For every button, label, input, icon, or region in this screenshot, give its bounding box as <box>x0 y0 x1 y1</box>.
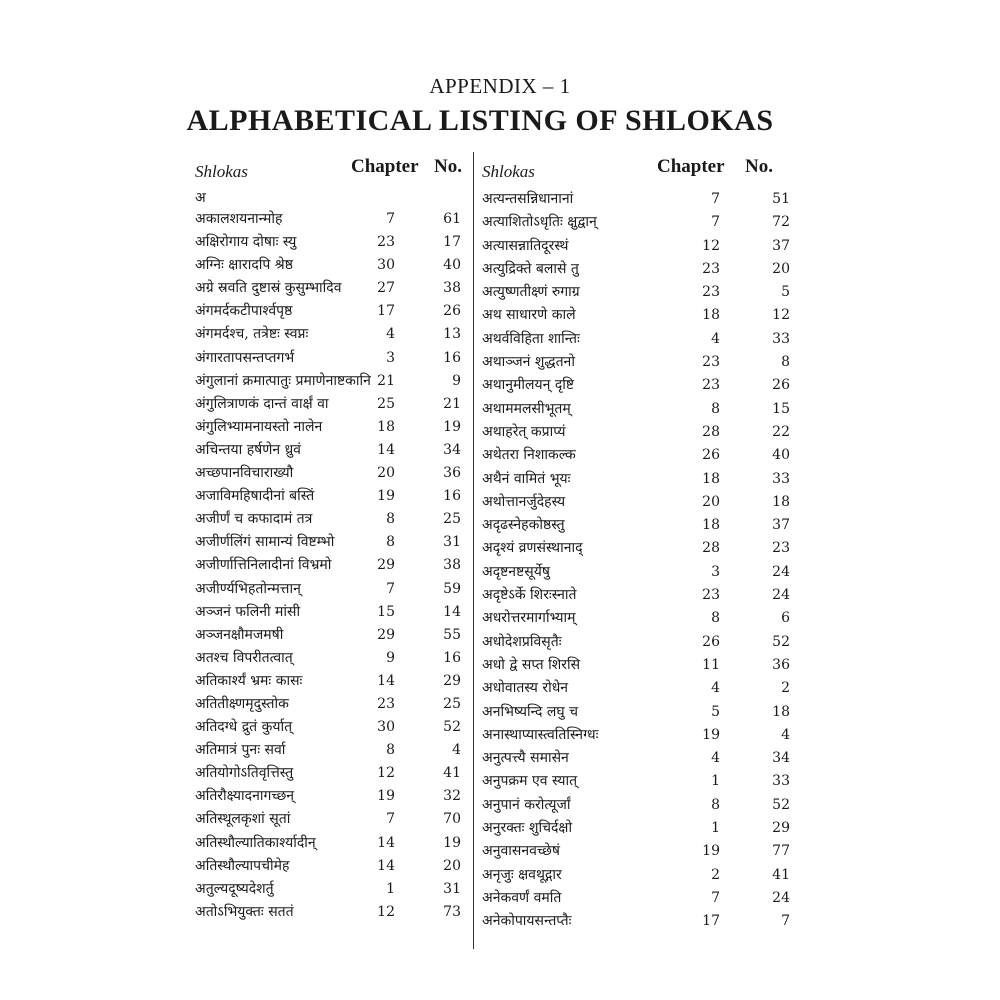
shloka-row <box>195 785 467 808</box>
chapter-number: 26 <box>702 633 720 650</box>
right-column <box>482 150 790 934</box>
chapter-header: Chapter <box>657 156 725 177</box>
shloka-text: अंगुलित्राणकं दान्तं वार्क्षं वा <box>195 395 329 412</box>
shloka-row <box>482 514 790 537</box>
shloka-text: अथ साधारणे काले <box>482 307 576 324</box>
shloka-text: अग्निः क्षारादपि श्रेष्ठ <box>195 257 293 274</box>
shloka-number: 25 <box>443 511 461 528</box>
chapter-number: 21 <box>377 372 395 389</box>
shloka-text: अनुपक्रम एव स्यात् <box>482 773 578 790</box>
shloka-number: 5 <box>781 284 790 301</box>
chapter-number: 30 <box>377 719 395 736</box>
left-shloka-list <box>195 208 467 924</box>
shloka-text: अंगमर्दकटीपार्श्वपृष्ठ <box>195 303 293 320</box>
shloka-number: 72 <box>772 214 790 231</box>
left-column-header <box>195 150 467 188</box>
shloka-number: 32 <box>443 788 461 805</box>
page-title: ALPHABETICAL LISTING OF SHLOKAS <box>186 104 774 137</box>
shloka-row <box>482 654 790 677</box>
shloka-row <box>195 323 467 346</box>
shloka-text: अतिकार्श्यं भ्रमः कासः <box>195 672 303 689</box>
number-header: No. <box>745 156 773 177</box>
chapter-number: 2 <box>711 866 720 883</box>
chapter-number: 4 <box>386 326 395 343</box>
shloka-text: अनुत्पत्त्यै समासेन <box>482 750 569 767</box>
chapter-number: 23 <box>702 587 720 604</box>
chapter-number: 1 <box>711 773 720 790</box>
shloka-text: अचिन्तया हर्षणेन ध्रुवं <box>195 441 301 458</box>
shloka-row <box>195 485 467 508</box>
shloka-number: 51 <box>772 191 790 207</box>
chapter-number: 18 <box>702 470 720 487</box>
shloka-number: 12 <box>772 307 790 324</box>
shloka-number: 9 <box>452 372 461 389</box>
shloka-text: अधरोत्तरमार्गाभ्याम् <box>482 610 576 627</box>
shloka-row <box>482 607 790 630</box>
chapter-number: 18 <box>702 517 720 534</box>
shloka-row <box>482 235 790 258</box>
shloka-number: 70 <box>443 811 461 828</box>
shloka-row <box>195 277 467 300</box>
shloka-text: अजीर्ण्यभिहतोन्मत्तान् <box>195 580 301 597</box>
shloka-text: अतिस्थौल्यापचीमेह <box>195 857 290 874</box>
chapter-number: 26 <box>702 447 720 464</box>
shloka-number: 36 <box>772 656 790 673</box>
chapter-number: 8 <box>386 534 395 551</box>
group-letter: अ <box>195 190 206 206</box>
shloka-text: अंगुलिभ्यामनायस्तो नालेन <box>195 418 323 435</box>
chapter-number: 14 <box>377 834 395 851</box>
shloka-row <box>195 855 467 878</box>
shloka-number: 21 <box>443 395 461 412</box>
shloka-row <box>195 508 467 531</box>
shloka-text: अजीर्णलिंगं सामान्यं विष्टम्भो <box>195 534 335 551</box>
shloka-text: अथाञ्जनं शुद्धतनो <box>482 354 575 371</box>
chapter-number: 7 <box>386 211 395 227</box>
shloka-row <box>482 537 790 560</box>
shloka-row <box>195 208 467 231</box>
shloka-row <box>482 677 790 700</box>
chapter-number: 7 <box>711 214 720 231</box>
chapter-number: 9 <box>386 649 395 666</box>
chapter-number: 1 <box>386 880 395 897</box>
shloka-number: 17 <box>443 234 461 251</box>
shloka-number: 29 <box>443 672 461 689</box>
chapter-number: 7 <box>711 191 720 207</box>
chapter-number: 23 <box>702 377 720 394</box>
shloka-number: 55 <box>443 626 461 643</box>
shloka-text: अतिदग्धे द्रुतं कुर्यात् <box>195 719 293 736</box>
shloka-number: 38 <box>443 280 461 297</box>
shloka-number: 40 <box>443 257 461 274</box>
shloka-text: अजीर्णं च कफादामं तत्र <box>195 511 313 528</box>
shloka-row <box>482 491 790 514</box>
shloka-number: 33 <box>772 470 790 487</box>
shloka-text: अथाममलसीभूतम् <box>482 400 571 417</box>
shloka-row <box>195 693 467 716</box>
shloka-number: 22 <box>772 423 790 440</box>
chapter-number: 14 <box>377 672 395 689</box>
shloka-row <box>195 347 467 370</box>
shloka-text: अंगुलानां क्रमात्पातुः प्रमाणेनाष्टकानि <box>195 372 371 389</box>
chapter-number: 3 <box>711 563 720 580</box>
chapter-number: 8 <box>386 511 395 528</box>
shloka-text: अनुपानं करोत्यूर्जां <box>482 796 571 813</box>
shloka-row <box>195 878 467 901</box>
shloka-text: अतुल्यदूष्यदेशर्तु <box>195 880 274 897</box>
shloka-number: 18 <box>772 703 790 720</box>
shloka-row <box>195 462 467 485</box>
shloka-text: अथर्वविहिता शान्तिः <box>482 330 580 347</box>
shloka-row <box>482 421 790 444</box>
shloka-number: 4 <box>452 742 461 759</box>
shloka-text: अञ्जनक्षौमजमषी <box>195 626 284 643</box>
shloka-number: 25 <box>443 695 461 712</box>
shloka-number: 38 <box>443 557 461 574</box>
chapter-number: 12 <box>702 237 720 254</box>
chapter-number: 23 <box>702 284 720 301</box>
chapter-number: 11 <box>702 656 720 673</box>
shloka-text: अत्यन्तसन्निधानानां <box>482 191 574 207</box>
shloka-number: 24 <box>772 889 790 906</box>
shloka-row <box>195 808 467 831</box>
shloka-text: अत्यासन्नातिदूरस्थं <box>482 237 569 254</box>
chapter-number: 14 <box>377 857 395 874</box>
shloka-text: अनुवासनवच्छेषं <box>482 843 560 860</box>
chapter-number: 29 <box>377 626 395 643</box>
shloka-row <box>482 770 790 793</box>
shloka-number: 26 <box>772 377 790 394</box>
shloka-row <box>482 840 790 863</box>
shloka-text: अदृश्यं व्रणसंस्थानाद् <box>482 540 583 557</box>
shloka-number: 8 <box>781 354 790 371</box>
chapter-number: 1 <box>711 820 720 837</box>
number-header: No. <box>434 156 462 177</box>
chapter-number: 19 <box>702 843 720 860</box>
shloka-text: अत्युद्रिक्ते बलासे तु <box>482 260 579 277</box>
shloka-text: अंगारतापसन्तप्तगर्भ <box>195 349 295 366</box>
shloka-text: अग्रे स्रवति दुष्टास्रं कुसुम्भादिव <box>195 280 342 297</box>
chapter-number: 17 <box>377 303 395 320</box>
shloka-number: 52 <box>443 719 461 736</box>
shloka-number: 26 <box>443 303 461 320</box>
chapter-number: 19 <box>377 788 395 805</box>
shloka-text: अनेकोपायसन्तप्तैः <box>482 913 572 930</box>
chapter-number: 23 <box>702 260 720 277</box>
chapter-header: Chapter <box>351 156 419 177</box>
shloka-row <box>195 393 467 416</box>
shloka-row <box>482 747 790 770</box>
shloka-text: अदृढस्नेहकोष्ठस्तु <box>482 517 565 534</box>
shloka-number: 16 <box>443 349 461 366</box>
chapter-number: 19 <box>702 726 720 743</box>
shloka-number: 6 <box>781 610 790 627</box>
shloka-number: 41 <box>772 866 790 883</box>
shloka-text: अजीर्णात्तिनिलादीनां विभ्रमो <box>195 557 332 574</box>
shloka-row <box>482 631 790 654</box>
shloka-text: अनास्थाप्यास्त्वतिस्निग्धः <box>482 726 599 743</box>
shloka-row <box>195 554 467 577</box>
shloka-row <box>482 794 790 817</box>
shloka-number: 37 <box>772 237 790 254</box>
chapter-number: 8 <box>711 796 720 813</box>
right-shloka-list <box>482 188 790 934</box>
shloka-number: 33 <box>772 330 790 347</box>
shloka-row <box>482 258 790 281</box>
shloka-row <box>195 254 467 277</box>
shlokas-header: Shlokas <box>482 162 535 181</box>
shloka-text: अनेकवर्णं वमति <box>482 889 562 906</box>
shloka-text: अकालशयनान्मोह <box>195 211 283 227</box>
shloka-text: अतोऽभियुक्तः सततं <box>195 903 294 920</box>
left-column <box>195 150 467 924</box>
shloka-row <box>482 584 790 607</box>
shloka-row <box>482 864 790 887</box>
chapter-number: 4 <box>711 330 720 347</box>
shloka-text: अंगमर्दश्च, तत्रेष्टः स्वप्नः <box>195 326 309 343</box>
shloka-text: अदृष्टेऽर्के शिरःस्नाते <box>482 587 577 604</box>
chapter-number: 4 <box>711 680 720 697</box>
chapter-number: 23 <box>702 354 720 371</box>
shloka-number: 2 <box>781 680 790 697</box>
shloka-number: 16 <box>443 488 461 505</box>
shloka-number: 7 <box>781 913 790 930</box>
shloka-row <box>482 887 790 910</box>
chapter-number: 19 <box>377 488 395 505</box>
shloka-row <box>195 647 467 670</box>
shloka-row <box>195 624 467 647</box>
shloka-text: अथोत्तानर्जुदेहस्य <box>482 493 566 510</box>
chapter-number: 15 <box>377 603 395 620</box>
shloka-row <box>195 601 467 624</box>
chapter-number: 28 <box>702 423 720 440</box>
chapter-number: 7 <box>711 889 720 906</box>
chapter-number: 4 <box>711 750 720 767</box>
shloka-number: 18 <box>772 493 790 510</box>
chapter-number: 3 <box>386 349 395 366</box>
shloka-number: 41 <box>443 765 461 782</box>
shloka-text: अच्छपानविचाराख्यौ <box>195 465 294 482</box>
chapter-number: 12 <box>377 765 395 782</box>
shloka-row <box>195 739 467 762</box>
shloka-text: अनृजुः क्षवथूद्गार <box>482 866 562 883</box>
shloka-row <box>482 281 790 304</box>
shloka-text: अक्षिरोगाय दोषाः स्यु <box>195 234 297 251</box>
shloka-number: 29 <box>772 820 790 837</box>
shloka-number: 19 <box>443 418 461 435</box>
chapter-number: 29 <box>377 557 395 574</box>
shloka-row <box>482 444 790 467</box>
shloka-number: 15 <box>772 400 790 417</box>
shloka-number: 73 <box>443 903 461 920</box>
shloka-row <box>195 670 467 693</box>
chapter-number: 14 <box>377 441 395 458</box>
chapter-number: 7 <box>386 811 395 828</box>
shloka-text: अथाहरेत् कप्राप्यं <box>482 423 566 440</box>
shloka-number: 33 <box>772 773 790 790</box>
shloka-text: अधो द्वे सप्त शिरसि <box>482 656 581 673</box>
shloka-row <box>482 701 790 724</box>
shloka-text: अधोदेशप्रविसृतैः <box>482 633 562 650</box>
column-divider <box>473 152 474 949</box>
shloka-number: 24 <box>772 563 790 580</box>
shloka-row <box>195 716 467 739</box>
shloka-text: अथेतरा निशाकल्क <box>482 447 576 464</box>
shloka-text: अथानुमीलयन् दृष्टि <box>482 377 575 394</box>
shloka-row <box>482 561 790 584</box>
shloka-text: अतियोगोऽतिवृत्तिस्तु <box>195 765 294 782</box>
shloka-text: अतिस्थूलकृशां सूतां <box>195 811 291 828</box>
shloka-text: अनुरक्तः शुचिर्दक्षो <box>482 820 573 837</box>
chapter-number: 18 <box>377 418 395 435</box>
chapter-number: 5 <box>711 703 720 720</box>
chapter-number: 17 <box>702 913 720 930</box>
shloka-number: 23 <box>772 540 790 557</box>
shloka-row <box>482 724 790 747</box>
shloka-row <box>195 370 467 393</box>
chapter-number: 27 <box>377 280 395 297</box>
shloka-text: अत्याशितोऽधृतिः क्षुद्वान् <box>482 214 597 231</box>
chapter-number: 20 <box>377 465 395 482</box>
chapter-number: 20 <box>702 493 720 510</box>
appendix-label: APPENDIX – 1 <box>429 74 571 98</box>
shloka-row <box>482 188 790 211</box>
shloka-row <box>195 901 467 924</box>
shloka-row <box>195 531 467 554</box>
shloka-text: अतश्च विपरीतत्वात् <box>195 649 293 666</box>
shloka-number: 34 <box>772 750 790 767</box>
shloka-number: 59 <box>443 580 461 597</box>
shloka-text: अञ्जनं फलिनी मांसी <box>195 603 301 620</box>
chapter-number: 12 <box>377 903 395 920</box>
shloka-number: 36 <box>443 465 461 482</box>
shloka-number: 52 <box>772 796 790 813</box>
shloka-number: 31 <box>443 880 461 897</box>
shloka-number: 52 <box>772 633 790 650</box>
shloka-text: अदृष्टनष्टसूर्येषु <box>482 563 550 580</box>
shloka-text: अधोवातस्य रोधेन <box>482 680 569 697</box>
shloka-number: 20 <box>443 857 461 874</box>
shloka-row <box>195 578 467 601</box>
shloka-text: अतिमात्रं पुनः सर्वा <box>195 742 286 759</box>
shloka-number: 19 <box>443 834 461 851</box>
chapter-number: 23 <box>377 695 395 712</box>
chapter-number: 7 <box>386 580 395 597</box>
chapter-number: 30 <box>377 257 395 274</box>
shloka-text: अथैनं वामितं भूयः <box>482 470 571 487</box>
shloka-text: अतिस्थौल्यातिकार्श्यादीन् <box>195 834 316 851</box>
shloka-row <box>482 398 790 421</box>
shloka-number: 61 <box>443 211 461 227</box>
shloka-text: अतितीक्ष्णमृदुस्तोक <box>195 695 289 712</box>
shloka-row <box>482 211 790 234</box>
shloka-number: 20 <box>772 260 790 277</box>
chapter-number: 28 <box>702 540 720 557</box>
shloka-row <box>482 468 790 491</box>
chapter-number: 18 <box>702 307 720 324</box>
shloka-number: 24 <box>772 587 790 604</box>
shloka-row <box>195 762 467 785</box>
shloka-row <box>482 351 790 374</box>
shloka-number: 77 <box>772 843 790 860</box>
shloka-row <box>195 439 467 462</box>
shloka-row <box>482 304 790 327</box>
chapter-number: 8 <box>386 742 395 759</box>
shloka-number: 40 <box>772 447 790 464</box>
shloka-text: अजाविमहिषादीनां बस्तिं <box>195 488 315 505</box>
shloka-number: 13 <box>443 326 461 343</box>
shloka-row <box>482 374 790 397</box>
shloka-number: 37 <box>772 517 790 534</box>
chapter-number: 23 <box>377 234 395 251</box>
shloka-row <box>195 300 467 323</box>
shloka-number: 34 <box>443 441 461 458</box>
chapter-number: 8 <box>711 400 720 417</box>
shloka-row <box>195 231 467 254</box>
shloka-row <box>482 328 790 351</box>
right-column-header <box>482 150 782 188</box>
shloka-text: अनभिष्यन्दि लघु च <box>482 703 578 720</box>
shloka-number: 31 <box>443 534 461 551</box>
shloka-row <box>482 910 790 933</box>
shloka-row <box>482 817 790 840</box>
shloka-number: 4 <box>781 726 790 743</box>
chapter-number: 8 <box>711 610 720 627</box>
shloka-text: अत्युष्णतीक्ष्णं रुगाग्र <box>482 284 580 301</box>
shlokas-header: Shlokas <box>195 162 248 181</box>
shloka-number: 14 <box>443 603 461 620</box>
shloka-text: अतिरौक्ष्यादनागच्छन् <box>195 788 295 805</box>
shloka-row <box>195 416 467 439</box>
shloka-row <box>195 832 467 855</box>
chapter-number: 25 <box>377 395 395 412</box>
shloka-number: 16 <box>443 649 461 666</box>
